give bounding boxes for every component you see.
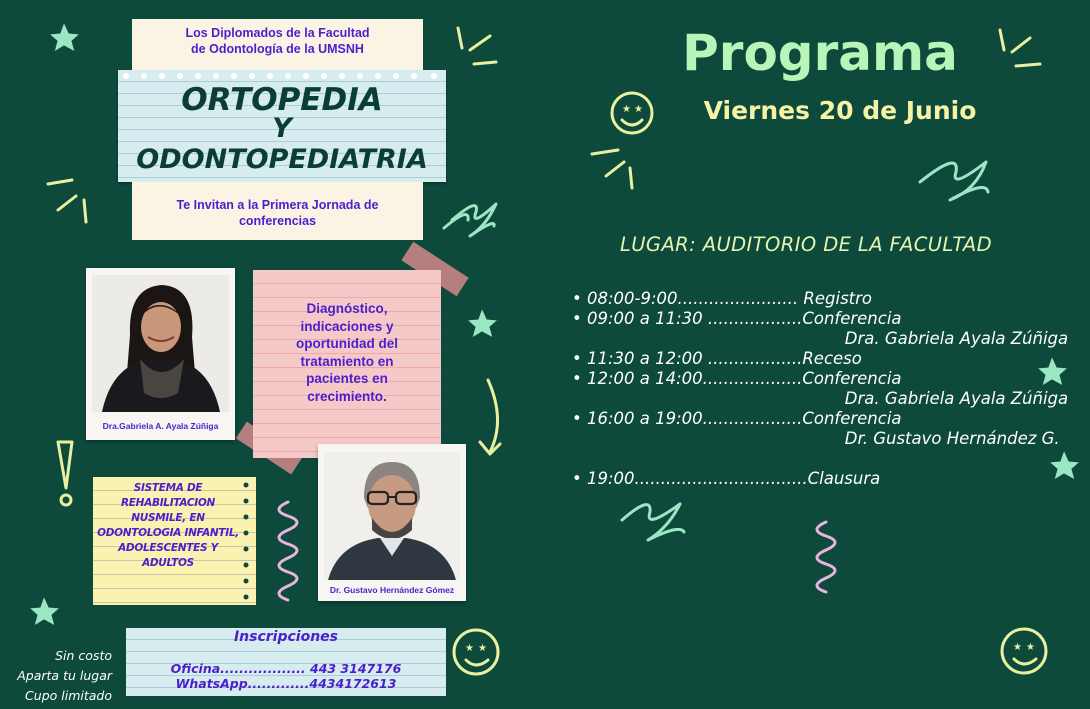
topic2-line: SISTEMA DE <box>133 482 203 494</box>
coil-icon <box>279 502 297 600</box>
schedule-line: • 08:00-9:00....................... Registro <box>572 289 873 308</box>
zigzag-icon <box>622 504 684 540</box>
zigzag-icon <box>920 162 988 200</box>
note-line: Cupo limitado <box>25 688 112 703</box>
svg-text:★: ★ <box>465 643 474 654</box>
spark-icon <box>458 28 496 64</box>
star-icon <box>29 596 60 626</box>
star-icon <box>467 308 498 338</box>
signup-whatsapp: WhatsApp.............4434172613 <box>175 676 397 691</box>
speaker2-caption: Dr. Gustavo Hernández Gómez <box>329 585 455 595</box>
topic2-line: ADOLESCENTES Y <box>118 542 218 554</box>
topic2-line: ODONTOLOGIA INFANTIL, <box>97 527 239 539</box>
svg-text:★: ★ <box>1026 642 1035 653</box>
spark-icon <box>592 150 632 188</box>
schedule-line: • 19:00.................................Clausura <box>572 469 881 488</box>
schedule-line: • 09:00 a 11:30 ..................Conferencia <box>572 309 902 328</box>
program-date: Viernes 20 de Junio <box>703 96 977 125</box>
schedule-line: • 16:00 a 19:00...................Conferencia <box>572 409 902 428</box>
note-line: Sin costo <box>55 648 112 663</box>
signup-title: Inscripciones <box>233 629 339 645</box>
topic2-line: NUSMILE, EN <box>131 512 205 524</box>
speaker1-caption: Dra.Gabriela A. Ayala Zúñiga <box>102 421 219 431</box>
program-title: Programa <box>682 24 958 82</box>
topic1-line: pacientes en <box>306 371 388 386</box>
svg-text:★: ★ <box>1013 642 1022 653</box>
header-line-1: Los Diplomados de la Facultad <box>185 26 370 40</box>
topic1-line: crecimiento. <box>307 388 387 404</box>
schedule-line: Dr. Gustavo Hernández G. <box>572 429 1060 448</box>
coil-icon <box>817 522 835 592</box>
topic1-line: indicaciones y <box>300 318 394 334</box>
schedule-line: • 11:30 a 12:00 ..................Receso <box>572 349 862 368</box>
title-line-1: ORTOPEDIA <box>181 82 383 118</box>
star-icon <box>1037 356 1068 386</box>
smiley-icon <box>454 630 498 674</box>
star-icon <box>49 22 80 52</box>
zigzag-icon <box>444 204 496 236</box>
signup-office: Oficina.................. 443 3147176 <box>170 661 402 676</box>
title-line-2: Y <box>272 113 292 144</box>
topic1-line: oportunidad del <box>296 336 398 351</box>
schedule-line: Dra. Gabriela Ayala Zúñiga <box>572 389 1069 408</box>
topic2-line: ADULTOS <box>142 557 194 569</box>
note-line: Aparta tu lugar <box>17 668 112 683</box>
spark-icon <box>48 180 86 222</box>
star-icon <box>1049 450 1080 480</box>
program-venue: LUGAR: AUDITORIO DE LA FACULTAD <box>620 233 993 256</box>
svg-text:★: ★ <box>634 104 643 115</box>
invite-line-2: conferencias <box>238 214 317 228</box>
svg-text:★: ★ <box>478 643 487 654</box>
svg-text:★: ★ <box>622 104 631 115</box>
invite-line-1: Te Invitan a la Primera Jornada de <box>176 198 379 212</box>
smiley-icon <box>612 93 652 133</box>
schedule-line: Dra. Gabriela Ayala Zúñiga <box>572 329 1069 348</box>
topic2-line: REHABILITACION <box>121 497 215 509</box>
smiley-icon <box>1002 629 1046 673</box>
exclamation-icon <box>58 442 72 505</box>
header-line-2: de Odontología de la UMSNH <box>191 42 364 56</box>
topic1-line: tratamiento en <box>300 353 394 369</box>
title-line-3: ODONTOPEDIATRIA <box>136 144 428 175</box>
spark-icon <box>1000 30 1040 66</box>
topic1-line: Diagnóstico, <box>306 301 388 316</box>
schedule-line: • 12:00 a 14:00...................Conferencia <box>572 369 902 388</box>
curved-arrow-icon <box>480 380 500 454</box>
